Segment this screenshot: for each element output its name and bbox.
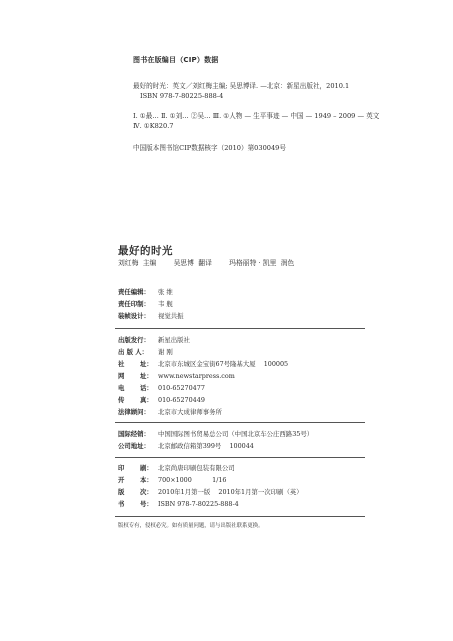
copyright-notice: 版权专有，侵权必究。如有质量问题，请与出版社联系更换。	[118, 523, 264, 529]
publisher-label: 法律顾问：	[118, 408, 150, 416]
publisher-label: 网 址：	[118, 372, 153, 380]
publisher-row	[118, 346, 173, 358]
printing-value: 2010年1月第一版 2010年1月第一次印刷（英）	[158, 488, 303, 496]
book-credits: 刘红梅 主编 吴思博 翻译 玛格丽特 · 凯里 润色	[118, 259, 295, 267]
publisher-row	[118, 358, 288, 370]
publisher-value: 北京市大成律师事务所	[158, 408, 222, 416]
book-title: 最好的时光	[118, 245, 173, 257]
publisher-row	[118, 382, 205, 394]
publisher-value: 010-65270477	[158, 384, 205, 392]
printing-row	[118, 462, 235, 474]
printing-row	[118, 498, 239, 510]
publisher-value: 谢 刚	[158, 348, 173, 356]
printing-label: 书 号：	[118, 500, 153, 508]
cip-line-isbn: ISBN 978-7-80225-888-4	[140, 92, 224, 100]
publisher-label: 出版发行：	[118, 336, 150, 344]
editor-label: 装帧设计：	[118, 312, 150, 320]
printing-value: 700×1000 1/16	[158, 476, 227, 484]
printing-label: 开 本：	[118, 476, 153, 484]
publisher-value: 新星出版社	[158, 336, 190, 344]
divider	[115, 516, 365, 517]
editor-label: 责任印制：	[118, 300, 150, 308]
publisher-value: 北京市东城区金宝街67号隆基大厦 100005	[158, 360, 289, 368]
printing-label: 印 刷：	[118, 464, 153, 472]
publisher-row	[118, 334, 190, 346]
editor-value: 韦 舰	[158, 300, 173, 308]
divider	[115, 422, 365, 423]
cip-line-citation: 最好的时光：英文／刘红梅主编; 吴思博译. —北京：新星出版社，2010.1	[133, 82, 350, 90]
printing-label: 版 次：	[118, 488, 153, 496]
cip-heading: 图书在版编目（CIP）数据	[133, 56, 219, 64]
divider	[115, 457, 365, 458]
distribution-value: 北京邮政信箱第399号 100044	[158, 442, 254, 450]
printing-row	[118, 474, 226, 486]
distribution-row	[118, 440, 254, 452]
distribution-value: 中国国际图书贸易总公司（中国北京车公庄西路35号）	[158, 430, 314, 438]
distribution-label: 国际经销：	[118, 430, 150, 438]
editor-value: 张 维	[158, 288, 173, 296]
publisher-label: 社 址：	[118, 360, 153, 368]
cip-record-number: 中国版本图书馆CIP数据核字（2010）第030049号	[133, 144, 286, 152]
editor-label: 责任编辑：	[118, 288, 150, 296]
publisher-label: 传 真：	[118, 396, 153, 404]
printing-value: 北京尚唐印刷包装有限公司	[158, 464, 235, 472]
editor-row	[118, 286, 173, 298]
publisher-row	[118, 406, 222, 418]
publisher-value: 010-65270449	[158, 396, 205, 404]
distribution-row	[118, 428, 313, 440]
cip-line-subjects: Ⅰ. ①最… Ⅱ. ①刘… ②吴… Ⅲ. ①人物 — 生平事迹 — 中国 — 1949 – 2009 — 英文	[133, 112, 380, 120]
editor-value: 视觉共振	[158, 312, 184, 320]
cip-line-classification: Ⅳ. ①K820.7	[133, 122, 174, 130]
distribution-label: 公司地址：	[118, 442, 150, 450]
publisher-row	[118, 370, 235, 382]
editor-row	[118, 310, 184, 322]
publisher-label: 出 版 人：	[118, 348, 149, 356]
printing-value: ISBN 978-7-80225-888-4	[158, 500, 239, 508]
publisher-row	[118, 394, 205, 406]
printing-row	[118, 486, 303, 498]
editor-row	[118, 298, 173, 310]
publisher-label: 电 话：	[118, 384, 153, 392]
publisher-value: www.newstarpress.com	[158, 372, 235, 380]
divider	[115, 328, 365, 329]
